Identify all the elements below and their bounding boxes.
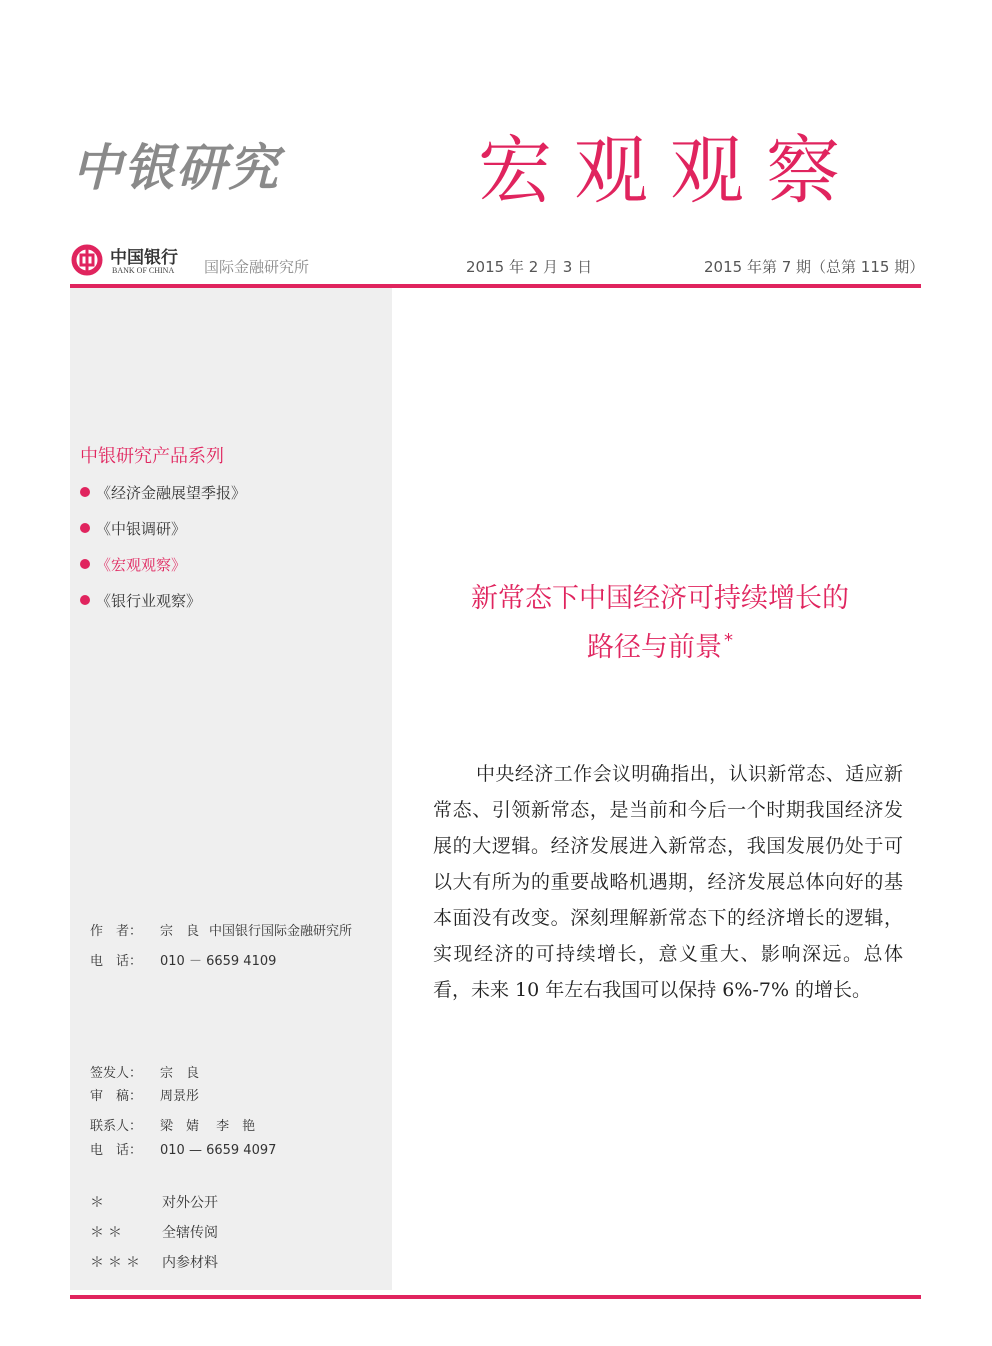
series-item — [80, 590, 246, 626]
contact-names: 梁 婧 李 艳 — [160, 1119, 256, 1134]
contact-label: 联系人： — [90, 1119, 143, 1134]
author-affiliation: 中国银行国际金融研究所 — [209, 924, 353, 939]
classification-row — [90, 1252, 218, 1272]
contact-phone-row — [90, 1139, 276, 1158]
author-phone-row — [90, 950, 276, 969]
bank-name-en: BANK OF CHINA — [112, 266, 175, 275]
author-phone: 010 － 6659 4109 — [160, 954, 277, 969]
series-item-current — [80, 554, 246, 590]
footnote-mark: * — [724, 630, 733, 651]
series-item — [80, 482, 246, 518]
classification-label: 全辖传阅 — [162, 1225, 218, 1241]
author-label: 作 者： — [90, 924, 143, 939]
issue-date: 2015 年 2 月 3 日 — [466, 258, 593, 276]
article-abstract: 中央经济工作会议明确指出，认识新常态、适应新常态、引领新常态，是当前和今后一个时期我国经济发展的大逻辑。经济发展进入新常态，我国发展仍处于可以大有所为的重要战略机遇期，经济发展总体向好的基本面没有改变。深刻理解新常态下的经济增长的逻辑，实现经济的可持续增长，意义重大、影响深远。总体看，未来 10 年左右我国可以保持 6%-7% 的增长。 — [433, 763, 903, 1001]
series-item-label: 《银行业观察》 — [96, 592, 202, 610]
signer-name: 宗 良 — [160, 1066, 200, 1081]
article-title — [400, 578, 920, 669]
classification-symbol: ＊＊＊ — [90, 1255, 144, 1271]
author-name: 宗 良 — [160, 924, 200, 939]
classification-label: 内参材料 — [162, 1255, 218, 1271]
bank-name-cn: 中国银行 — [110, 248, 178, 268]
article-title-line1: 新常态下中国经济可持续增长的 — [471, 583, 849, 614]
reviewer-name: 周景彤 — [160, 1089, 200, 1104]
footer-rule — [70, 1295, 921, 1299]
reviewer-label: 审 稿： — [90, 1089, 143, 1104]
bullet-icon — [80, 523, 90, 533]
issue-number: 2015 年第 7 期（总第 115 期） — [704, 258, 925, 276]
classification-row — [90, 1192, 218, 1212]
reviewer-row — [90, 1085, 199, 1104]
bullet-icon — [80, 559, 90, 569]
publication-title: 宏观观察 — [478, 128, 862, 214]
author-phone-label: 电 话： — [90, 954, 143, 969]
article-title-line2: 路径与前景 — [587, 632, 722, 663]
contact-row — [90, 1115, 255, 1134]
author-row — [90, 920, 352, 939]
bank-of-china-logo-icon — [71, 244, 103, 276]
classification-row — [90, 1222, 218, 1242]
signer-label: 签发人： — [90, 1066, 143, 1081]
series-list — [80, 482, 246, 626]
institute-name: 国际金融研究所 — [204, 258, 310, 276]
classification-symbol: ＊＊ — [90, 1225, 126, 1241]
series-item-label: 《宏观观察》 — [96, 556, 187, 574]
series-heading: 中银研究产品系列 — [80, 446, 224, 467]
series-item-label: 《经济金融展望季报》 — [96, 484, 247, 502]
contact-phone-label: 电 话： — [90, 1143, 143, 1158]
bullet-icon — [80, 487, 90, 497]
classification-label: 对外公开 — [162, 1195, 218, 1211]
series-item — [80, 518, 246, 554]
contact-phone: 010 — 6659 4097 — [160, 1143, 277, 1158]
classification-symbol: ＊ — [90, 1195, 108, 1211]
bullet-icon — [80, 595, 90, 605]
research-logo: 中银研究 — [72, 138, 280, 197]
series-item-label: 《中银调研》 — [96, 520, 187, 538]
signer-row — [90, 1062, 199, 1081]
